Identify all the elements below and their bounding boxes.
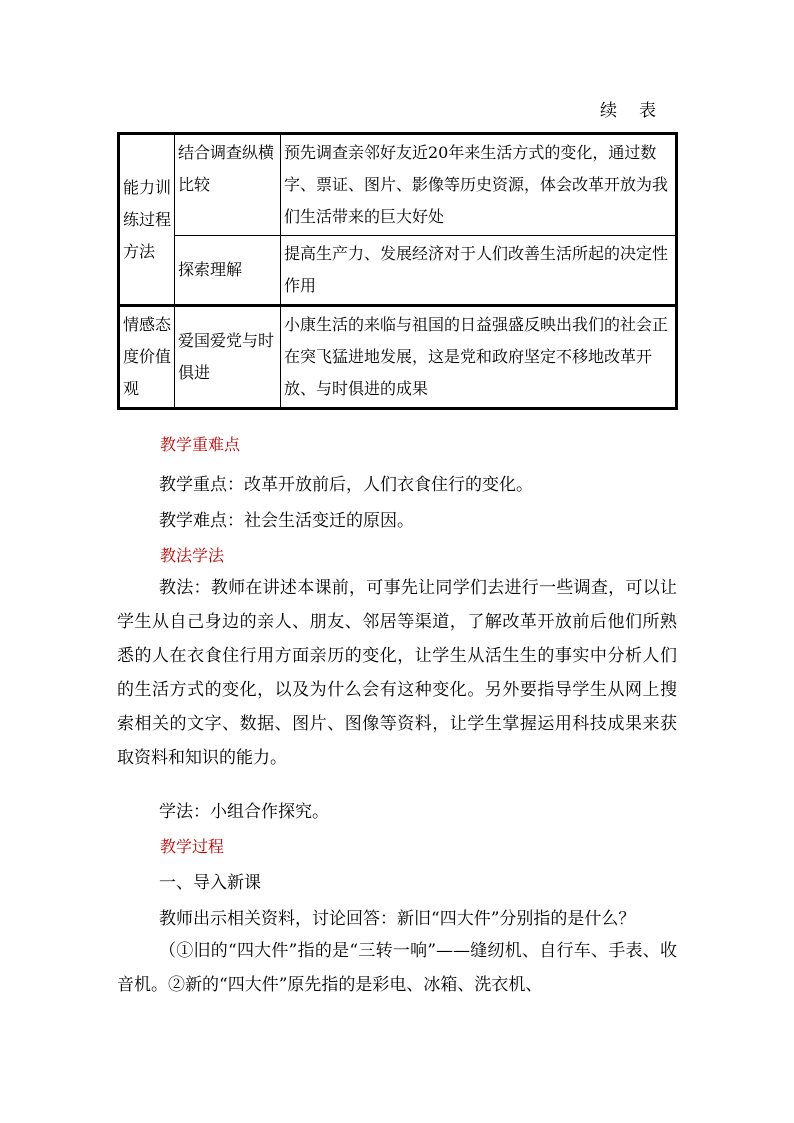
intro-answer-paragraph: （①旧的“四大件”指的是“三转一响”——缝纫机、自行车、手表、收音机。②新的“四大件”原先指的是彩电、冰箱、洗衣机、 [117,941,677,995]
key-point-text: 教学重点：改革开放前后，人们衣食住行的变化。 [159,475,533,495]
difficult-point-text: 教学难点：社会生活变迁的原因。 [159,511,414,531]
aspect-cell: 结合调查纵横比较 [175,134,281,236]
aspect-cell: 探索理解 [175,236,281,306]
category-cell: 情感态度价值观 [119,306,175,409]
learning-method-text: 学法：小组合作探究。 [159,802,329,822]
difficulty-heading: 教学重难点 [160,435,241,454]
table-row [119,134,677,236]
continued-label: 续表 [600,101,678,121]
teaching-method-paragraph: 教法：教师在讲述本课前，可事先让同学们去进行一些调查，可以让学生从自己身边的亲人、朋友、邻居等渠道，了解改革开放前后他们所熟悉的人在衣食住行用方面亲历的变化，让学生从活生生的事实中分析人们的生活方式的变化，以及为什么会有这种变化。另外要指导学生从网上搜索相关的文字、数据、图片、图像等资料，让学生掌握运用科技成果来获取资料和知识的能力。 [117,578,677,768]
method-heading: 教法学法 [160,546,225,565]
intro-title: 一、导入新课 [159,873,261,893]
content-cell: 小康生活的来临与祖国的日益强盛反映出我们的社会正在突飞猛进地发展，这是党和政府坚定不移地改革开放、与时俱进的成果 [281,306,677,409]
content-cell: 预先调查亲邻好友近20年来生活方式的变化，通过数字、票证、图片、影像等历史资源，体会改革开放为我们生活带来的巨大好处 [281,134,677,236]
table-row [119,306,677,409]
objectives-table [117,132,678,410]
table-row [119,236,677,306]
process-heading: 教学过程 [160,837,225,856]
aspect-cell: 爱国爱党与时俱进 [175,306,281,409]
content-cell: 提高生产力、发展经济对于人们改善生活所起的决定性作用 [281,236,677,306]
category-cell: 能力训练过程方法 [119,134,175,306]
intro-question: 教师出示相关资料，讨论回答：新旧“四大件”分别指的是什么？ [159,909,636,929]
